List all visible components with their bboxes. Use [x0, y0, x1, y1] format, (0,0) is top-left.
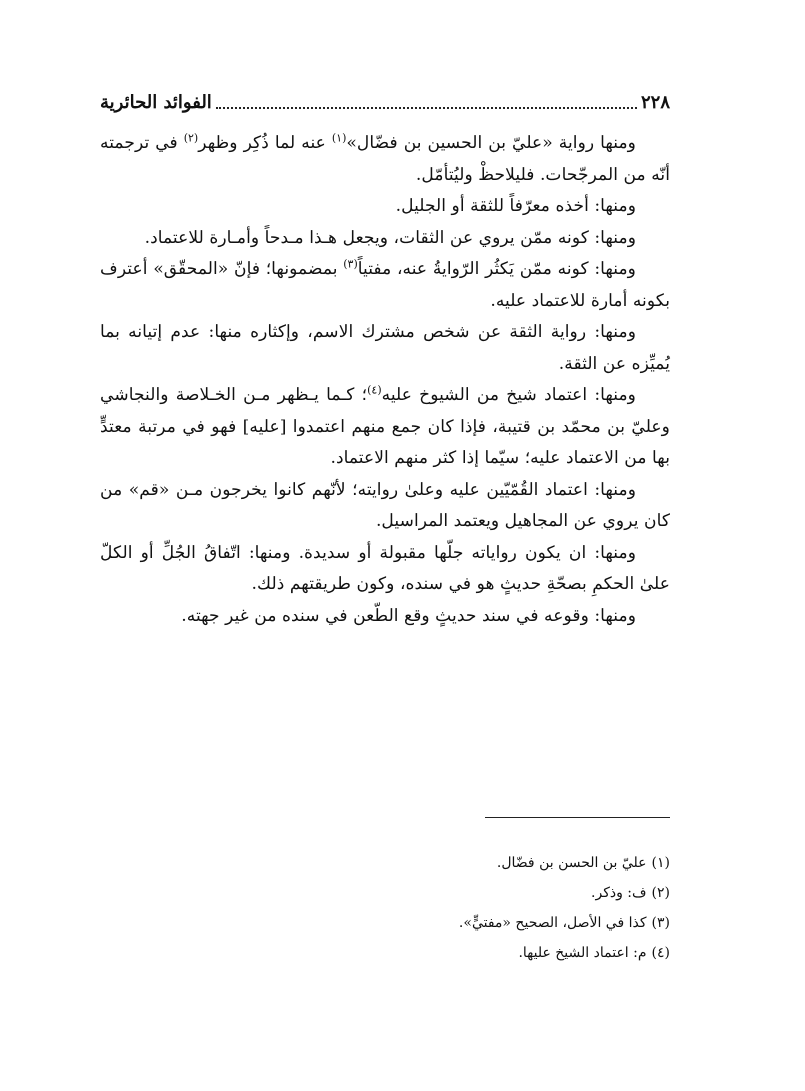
body-text	[100, 128, 670, 632]
paragraph-text: ومنها: أخذه معرّفاً للثقة أو الجليل.	[395, 196, 636, 216]
paragraph	[100, 380, 670, 475]
running-header	[100, 82, 670, 116]
paragraph-text: ومنها: اعتماد شيخ من الشيوخ عليه	[381, 385, 636, 405]
footnote-number: (٢)	[651, 885, 670, 901]
footnote-marker: (٣)	[343, 257, 358, 271]
paragraph-text: ومنها: كونه ممّن يَكثُر الرّوايةُ عنه، مفتياً	[357, 259, 636, 279]
paragraph-text: ؛ كـما يـظهر مـن الخـلاصة والنجاشي وعليّ بن محمّد بن قتيبة، فإذا كان جمع منهم اعتمدوا [عليه] فهو في مرتبة معتدٍّ بها من الاعتماد عليه؛ سيّما إذا كثر منهم الاعتماد.	[100, 385, 670, 468]
paragraph	[100, 191, 670, 223]
footnote-divider	[485, 817, 670, 818]
paragraph	[100, 475, 670, 538]
paragraph-text: بمضمونها؛ فإنّ «المحقّق» أعترف بكونه أمارة للاعتماد عليه.	[100, 259, 670, 311]
paragraph	[100, 601, 670, 633]
footnote	[100, 908, 670, 938]
paragraph-text: ومنها: رواية الثقة عن شخص مشترك الاسم، وإكثاره منها: عدم إتيانه بما يُميِّزه عن الثقة.	[100, 322, 670, 374]
footnote-marker: (٤)	[367, 383, 382, 397]
footnote-text: م: اعتماد الشيخ عليها.	[518, 945, 647, 961]
footnote-marker: (٢)	[183, 131, 199, 145]
footnote-text: كذا في الأصل، الصحيح «مفتيٍّ».	[458, 915, 647, 931]
paragraph	[100, 223, 670, 255]
book-page	[100, 82, 670, 1082]
paragraph-text: ومنها رواية «عليّ بن الحسين بن فضّال»	[346, 133, 636, 153]
footnote-number: (٤)	[651, 945, 670, 961]
paragraph	[100, 128, 670, 191]
footnote-marker: (١)	[331, 131, 347, 145]
footnote-number: (١)	[651, 855, 670, 871]
footnote-number: (٣)	[651, 915, 670, 931]
dotted-leader	[216, 107, 637, 109]
book-title: الفوائد الحائرية	[100, 92, 212, 113]
footnote-text: ف: وذكر.	[591, 885, 647, 901]
footnote	[100, 938, 670, 968]
page-number: ٢٢٨	[640, 92, 670, 113]
paragraph	[100, 254, 670, 317]
paragraph-text: في ترجمته أنّه من المرجّحات. فليلاحظْ وليُتأمّل.	[100, 133, 670, 185]
paragraph	[100, 538, 670, 601]
paragraph-text: ومنها: وقوعه في سند حديثٍ وقع الطّعن في سنده من غير جهته.	[181, 605, 636, 626]
footnote	[100, 878, 670, 908]
footnotes	[100, 848, 670, 968]
paragraph-text: ومنها: ان يكون رواياته جلّها مقبولة أو سديدة. ومنها: اتّفاقُ الجُلِّ أو الكلّ علىٰ الحكمِ بصحّةِ حديثٍ هو في سنده، وكون طريقتهم ذلك.	[100, 542, 670, 594]
paragraph-text: ومنها: اعتماد القُمّيّين عليه وعلىٰ روايته؛ لأنّهم كانوا يخرجون مـن «قم» من كان يروي عن المجاهيل ويعتمد المراسيل.	[100, 479, 670, 531]
footnote-text: عليّ بن الحسن بن فضّال.	[496, 855, 647, 871]
paragraph	[100, 317, 670, 380]
paragraph-text: عنه لما ذُكِر وظهر	[198, 133, 332, 153]
paragraph-text: ومنها: كونه ممّن يروي عن الثقات، ويجعل هـذا مـدحاً وأمـارة للاعتماد.	[144, 227, 636, 248]
footnote	[100, 848, 670, 878]
